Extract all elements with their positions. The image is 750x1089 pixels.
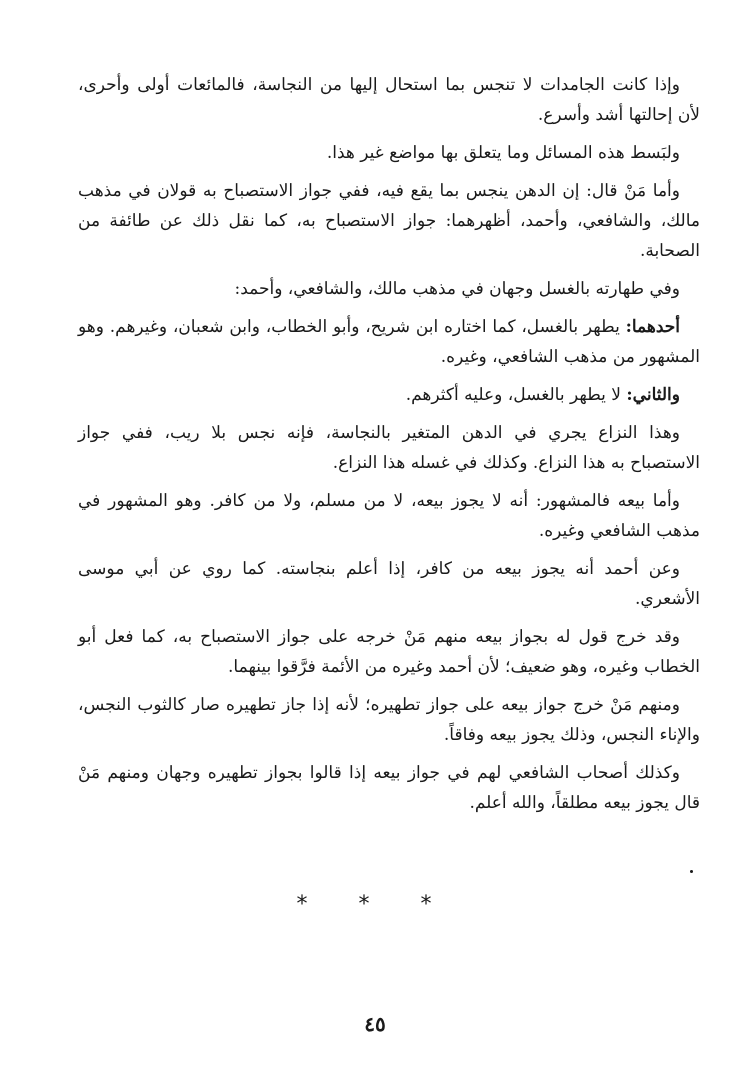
page-number: ٤٥	[364, 1012, 386, 1036]
paragraph	[78, 690, 700, 750]
paragraph-text: وعن أحمد أنه يجوز بيعه من كافر، إذا أعلم بنجاسته. كما روي عن أبي موسى الأشعري.	[78, 559, 700, 609]
paragraph-text: وكذلك أصحاب الشافعي لهم في جواز بيعه إذا قالوا بجواز تطهيره وجهان ومنهم مَنْ قال يجوز بيعه مطلقاً، والله أعلم.	[78, 763, 700, 813]
paragraph	[78, 758, 700, 818]
paragraph-text: ومنهم مَنْ خرج جواز بيعه على جواز تطهيره؛ لأنه إذا جاز تطهيره صار كالثوب النجس، والإناء النجس، وذلك يجوز بيعه وفاقاً.	[78, 695, 700, 745]
section-divider: * * *	[296, 892, 454, 917]
paragraph	[78, 418, 700, 478]
paragraph	[78, 274, 700, 304]
paragraph-text: وفي طهارته بالغسل وجهان في مذهب مالك، والشافعي، وأحمد:	[234, 279, 680, 299]
paragraph	[78, 138, 700, 168]
body-text	[78, 70, 700, 826]
paragraph-text: يطهر بالغسل، كما اختاره ابن شريح، وأبو الخطاب، وابن شعبان، وغيرهم. وهو المشهور من مذهب الشافعي، وغيره.	[78, 317, 700, 367]
paragraph-text: وقد خرج قول له بجواز بيعه منهم مَنْ خرجه على جواز الاستصباح به، كما فعل أبو الخطاب وغيره، وهو ضعيف؛ لأن أحمد وغيره من الأئمة فرَّقوا بينهما.	[78, 627, 700, 677]
paragraph-text: ولبَسط هذه المسائل وما يتعلق بها مواضع غير هذا.	[326, 143, 680, 163]
paragraph	[78, 312, 700, 372]
paragraph-text: وإذا كانت الجامدات لا تنجس بما استحال إليها من النجاسة، فالمائعات أولى وأحرى، لأن إحالتها أشد وأسرع.	[78, 75, 700, 125]
paragraph	[78, 486, 700, 546]
stray-dot	[690, 870, 693, 873]
paragraph	[78, 380, 700, 410]
paragraph-text: وهذا النزاع يجري في الدهن المتغير بالنجاسة، فإنه نجس بلا ريب، ففي جواز الاستصباح به هذا النزاع. وكذلك في غسله هذا النزاع.	[78, 423, 700, 473]
paragraph-text: لا يطهر بالغسل، وعليه أكثرهم.	[405, 385, 627, 405]
paragraph-lead: أحدهما:	[625, 317, 680, 337]
paragraph-text: وأما بيعه فالمشهور: أنه لا يجوز بيعه، لا من مسلم، ولا من كافر. وهو المشهور في مذهب الشافعي وغيره.	[78, 491, 700, 541]
paragraph	[78, 554, 700, 614]
paragraph	[78, 176, 700, 266]
paragraph-text: وأما مَنْ قال: إن الدهن ينجس بما يقع فيه، ففي جواز الاستصباح به قولان في مذهب مالك، والشافعي، وأحمد، أظهرهما: جواز الاستصباح به، كما نقل ذلك عن طائفة من الصحابة.	[78, 181, 700, 261]
paragraph	[78, 70, 700, 130]
paragraph-lead: والثاني:	[626, 385, 680, 405]
paragraph	[78, 622, 700, 682]
